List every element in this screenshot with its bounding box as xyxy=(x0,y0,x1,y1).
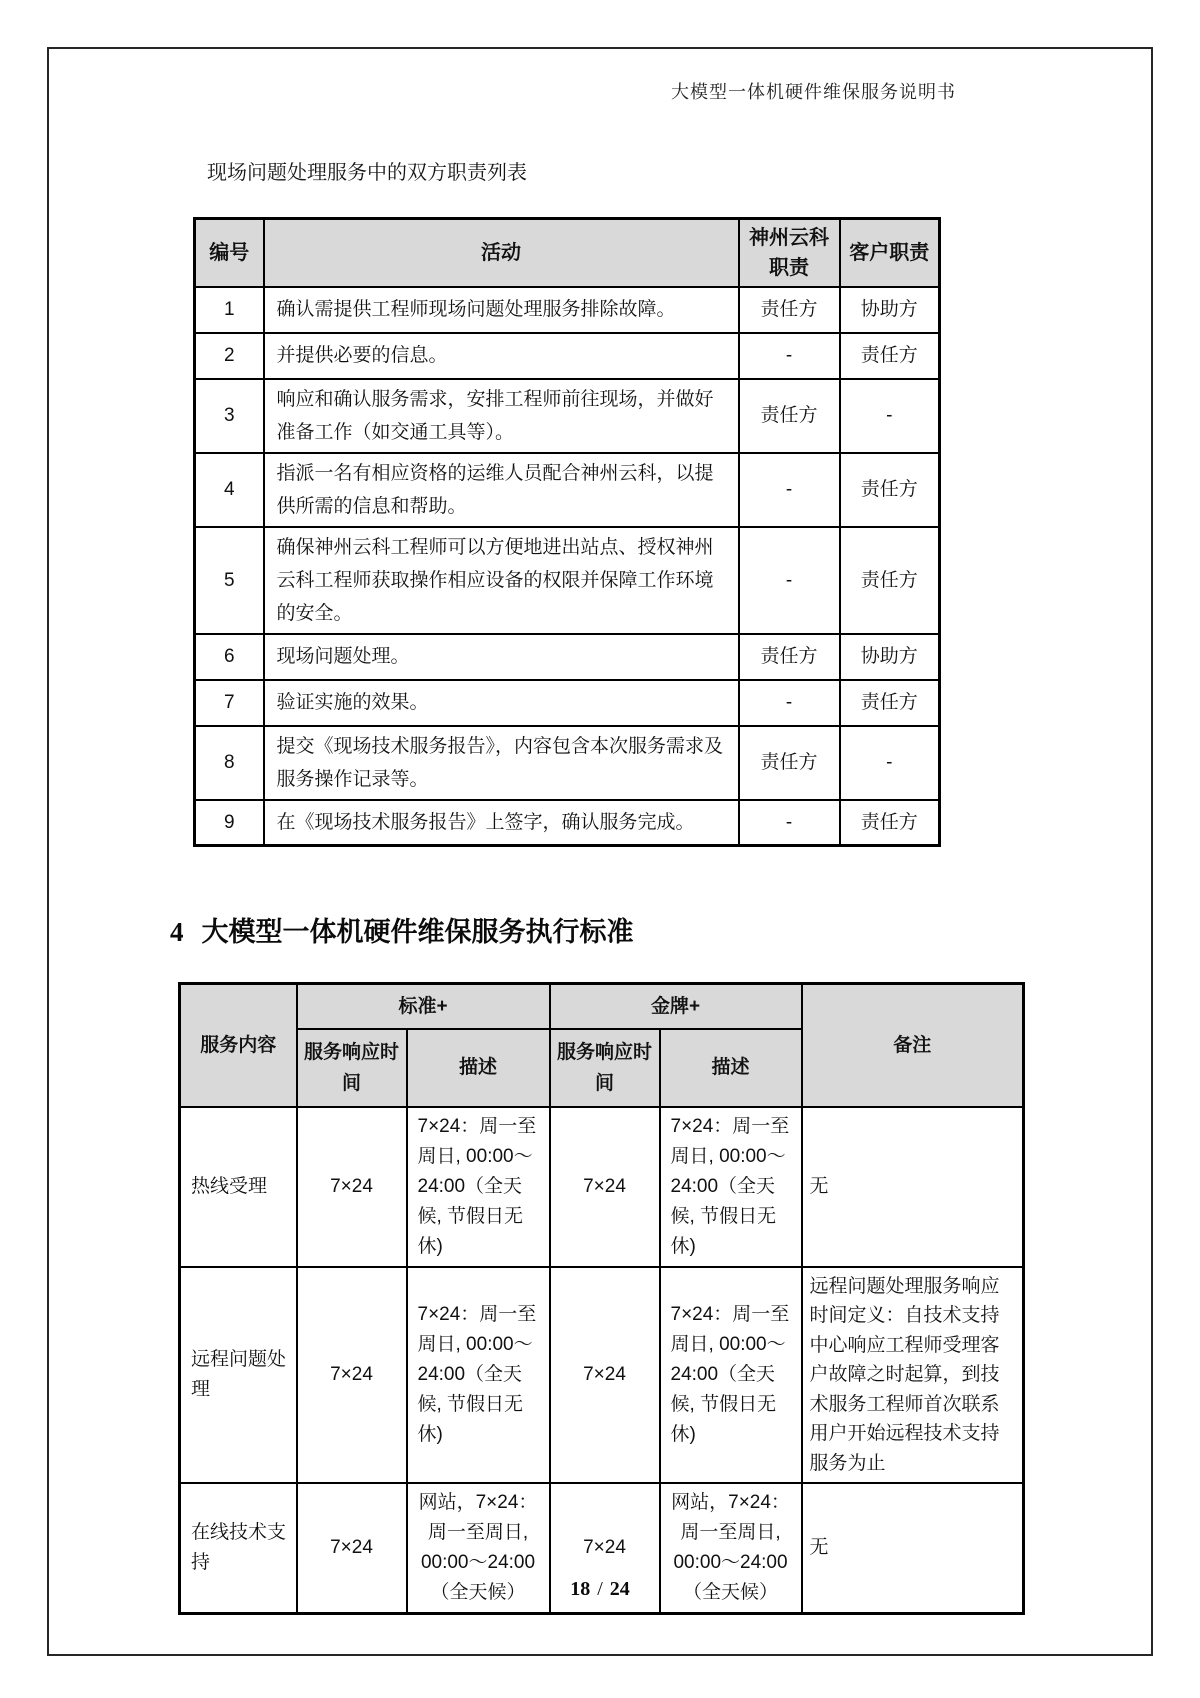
cell-activity: 并提供必要的信息。 xyxy=(264,333,739,379)
cell-customer-role: 责任方 xyxy=(840,453,940,527)
header-standard-plus: 标准+ xyxy=(297,984,550,1029)
cell-customer-role: - xyxy=(840,379,940,453)
table-row xyxy=(195,333,940,379)
header-remark: 备注 xyxy=(802,984,1024,1107)
page-footer xyxy=(0,1578,1200,1601)
cell-remark: 无 xyxy=(802,1107,1024,1267)
cell-remark: 无 xyxy=(802,1483,1024,1614)
table-row xyxy=(195,287,940,333)
cell-activity: 响应和确认服务需求，安排工程师前往现场，并做好准备工作（如交通工具等）。 xyxy=(264,379,739,453)
total-page-number: 24 xyxy=(609,1578,630,1600)
cell-no: 5 xyxy=(195,527,264,634)
cell-no: 4 xyxy=(195,453,264,527)
table-header-row xyxy=(195,219,940,287)
cell-service: 远程问题处理 xyxy=(180,1267,297,1484)
cell-vendor-role: - xyxy=(739,680,840,726)
cell-customer-role: 协助方 xyxy=(840,634,940,680)
header-no: 编号 xyxy=(195,219,264,287)
cell-service: 在线技术支持 xyxy=(180,1483,297,1614)
cell-customer-role: - xyxy=(840,726,940,800)
responsibilities-table xyxy=(193,217,941,847)
current-page-number: 18 xyxy=(570,1578,591,1600)
cell-no: 7 xyxy=(195,680,264,726)
cell-customer-role: 责任方 xyxy=(840,333,940,379)
cell-no: 8 xyxy=(195,726,264,800)
cell-activity: 确保神州云科工程师可以方便地进出站点、授权神州云科工程师获取操作相应设备的权限并保障工作环境的安全。 xyxy=(264,527,739,634)
cell-standard-time: 7×24 xyxy=(297,1267,407,1484)
cell-remark: 远程问题处理服务响应时间定义：自技术支持中心响应工程师受理客户故障之时起算，到技术服务工程师首次联系用户开始远程技术支持服务为止 xyxy=(802,1267,1024,1484)
cell-vendor-role: - xyxy=(739,527,840,634)
cell-customer-role: 责任方 xyxy=(840,527,940,634)
service-standards-table xyxy=(178,982,1025,1615)
cell-activity: 指派一名有相应资格的运维人员配合神州云科，以提供所需的信息和帮助。 xyxy=(264,453,739,527)
cell-activity: 在《现场技术服务报告》上签字，确认服务完成。 xyxy=(264,800,739,846)
section-heading xyxy=(170,910,634,949)
section-number: 4 xyxy=(170,917,184,947)
cell-vendor-role: 责任方 xyxy=(739,287,840,333)
page-separator: / xyxy=(597,1578,603,1600)
cell-gold-desc: 7×24：周一至周日, 00:00～24:00（全天候, 节假日无休) xyxy=(660,1107,802,1267)
cell-gold-desc: 网站，7×24：周一至周日, 00:00～24:00（全天候） xyxy=(660,1483,802,1614)
standards-row xyxy=(180,1107,1024,1267)
section-title: 大模型一体机硬件维保服务执行标准 xyxy=(201,917,634,947)
cell-no: 1 xyxy=(195,287,264,333)
table-row xyxy=(195,800,940,846)
standards-row xyxy=(180,1267,1024,1484)
header-vendor-role: 神州云科职责 xyxy=(739,219,840,287)
table-row xyxy=(195,634,940,680)
cell-vendor-role: 责任方 xyxy=(739,726,840,800)
header-customer-role: 客户职责 xyxy=(840,219,940,287)
cell-standard-time: 7×24 xyxy=(297,1107,407,1267)
cell-activity: 提交《现场技术服务报告》，内容包含本次服务需求及服务操作记录等。 xyxy=(264,726,739,800)
cell-activity: 确认需提供工程师现场问题处理服务排除故障。 xyxy=(264,287,739,333)
cell-standard-desc: 7×24：周一至周日, 00:00～24:00（全天候, 节假日无休) xyxy=(407,1267,550,1484)
cell-customer-role: 协助方 xyxy=(840,287,940,333)
header-service-content: 服务内容 xyxy=(180,984,297,1107)
table-row xyxy=(195,453,940,527)
cell-vendor-role: 责任方 xyxy=(739,379,840,453)
header-response-time-gold: 服务响应时间 xyxy=(550,1029,660,1107)
standards-header-row-1 xyxy=(180,984,1024,1029)
table-row xyxy=(195,726,940,800)
header-desc-gold: 描述 xyxy=(660,1029,802,1107)
table-row xyxy=(195,527,940,634)
cell-service: 热线受理 xyxy=(180,1107,297,1267)
cell-gold-time: 7×24 xyxy=(550,1107,660,1267)
cell-vendor-role: - xyxy=(739,453,840,527)
cell-vendor-role: - xyxy=(739,333,840,379)
table-row xyxy=(195,379,940,453)
table1-caption: 现场问题处理服务中的双方职责列表 xyxy=(207,162,527,184)
cell-gold-time: 7×24 xyxy=(550,1267,660,1484)
cell-gold-desc: 7×24：周一至周日, 00:00～24:00（全天候, 节假日无休) xyxy=(660,1267,802,1484)
header-response-time-standard: 服务响应时间 xyxy=(297,1029,407,1107)
header-gold-plus: 金牌+ xyxy=(550,984,802,1029)
header-activity: 活动 xyxy=(264,219,739,287)
table-row xyxy=(195,680,940,726)
cell-activity: 现场问题处理。 xyxy=(264,634,739,680)
cell-customer-role: 责任方 xyxy=(840,800,940,846)
cell-standard-desc: 7×24：周一至周日, 00:00～24:00（全天候, 节假日无休) xyxy=(407,1107,550,1267)
cell-no: 3 xyxy=(195,379,264,453)
cell-vendor-role: 责任方 xyxy=(739,634,840,680)
cell-customer-role: 责任方 xyxy=(840,680,940,726)
cell-standard-time: 7×24 xyxy=(297,1483,407,1614)
cell-gold-time: 7×24 xyxy=(550,1483,660,1614)
cell-no: 9 xyxy=(195,800,264,846)
document-header-title: 大模型一体机硬件维保服务说明书 xyxy=(671,82,956,102)
cell-activity: 验证实施的效果。 xyxy=(264,680,739,726)
cell-standard-desc: 网站，7×24：周一至周日, 00:00～24:00（全天候） xyxy=(407,1483,550,1614)
cell-no: 2 xyxy=(195,333,264,379)
cell-vendor-role: - xyxy=(739,800,840,846)
cell-no: 6 xyxy=(195,634,264,680)
header-desc-standard: 描述 xyxy=(407,1029,550,1107)
